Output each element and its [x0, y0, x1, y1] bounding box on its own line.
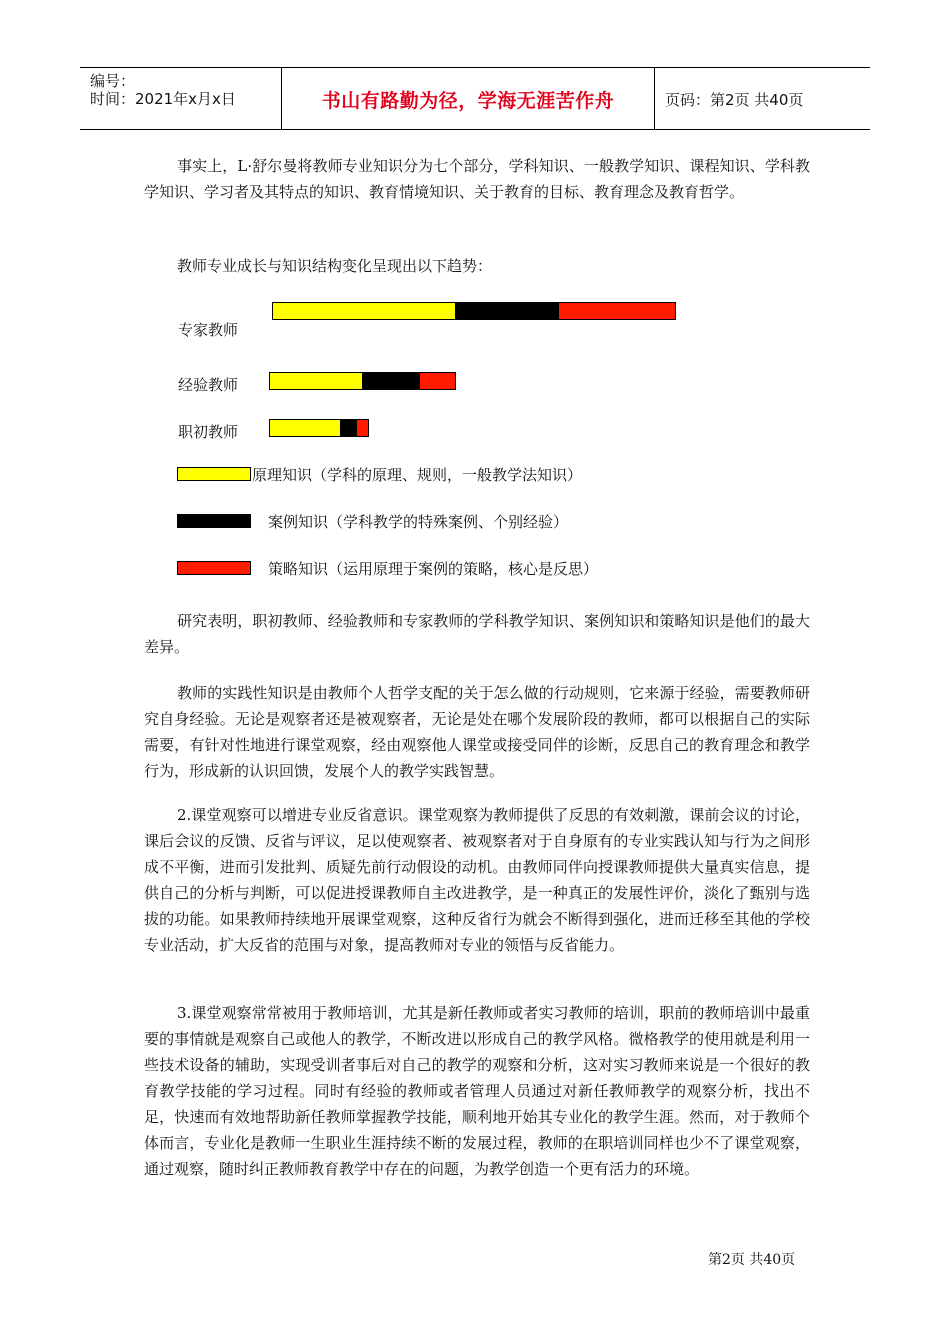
paragraph-4-text: 教师的实践性知识是由教师个人哲学支配的关于怎么做的行动规则，它来源于经验，需要教师研究自身经验。无论是观察者还是被观察者，无论是处在哪个发展阶段的教师，都可以根据自己的实际需要，有针对性地进行课堂观察，经由观察他人课堂或接受同伴的诊断，反思自己的教育理念和教学行为，形成新的认识回馈，发展个人的教学实践智慧。 — [144, 684, 810, 780]
chart-bar-principle-segment — [270, 420, 340, 436]
legend-swatch-strategy — [177, 561, 251, 575]
chart-bar-novice — [269, 419, 369, 437]
paragraph-3 — [144, 608, 810, 660]
legend-label-strategy: 策略知识（运用原理于案例的策略，核心是反思） — [268, 560, 599, 578]
paragraph-3-text: 研究表明，职初教师、经验教师和专家教师的学科教学知识、案例知识和策略知识是他们的最大差异。 — [144, 612, 810, 656]
chart-bar-strategy-segment — [420, 373, 455, 389]
chart-bar-expert — [272, 302, 676, 320]
paragraph-2-text: 教师专业成长与知识结构变化呈现出以下趋势： — [177, 257, 493, 275]
chart-bar-experienced — [269, 372, 456, 390]
chart-category-label: 职初教师 — [178, 423, 239, 441]
paragraph-5 — [144, 802, 810, 958]
chart-bar-strategy-segment — [357, 420, 368, 436]
paragraph-1 — [144, 153, 810, 205]
chart-bar-case-segment — [455, 303, 559, 319]
chart-bar-principle-segment — [270, 373, 362, 389]
chart-bar-case-segment — [340, 420, 357, 436]
chart-category-label: 经验教师 — [178, 376, 239, 394]
document-id-label: 编号： — [90, 72, 136, 90]
page-header — [80, 67, 870, 130]
header-meta-cell — [80, 68, 282, 129]
chart-bar-strategy-segment — [559, 303, 675, 319]
paragraph-6-text: 3.课堂观察常常被用于教师培训，尤其是新任教师或者实习教师的培训，职前的教师培训中最重要的事情就是观察自己或他人的教学，不断改进以形成自己的教学风格。微格教学的使用就是利用一些技术设备的辅助，实现受训者事后对自己的教学的观察和分析，这对实习教师来说是一个很好的教育教学技能的学习过程。同时有经验的教师或者管理人员通过对新任教师教学的观察分析，找出不足，快速而有效地帮助新任教师掌握教学技能，顺利地开始其专业化的教学生涯。然而，对于教师个体而言，专业化是教师一生职业生涯持续不断的发展过程，教师的在职培训同样也少不了课堂观察，通过观察，随时纠正教师教育教学中存在的问题，为教学创造一个更有活力的环境。 — [144, 1004, 810, 1178]
paragraph-6 — [144, 1000, 810, 1182]
page-footer-number: 第2页 共40页 — [708, 1252, 796, 1268]
paragraph-1-text: 事实上，L·舒尔曼将教师专业知识分为七个部分，学科知识、一般教学知识、课程知识、学科教学知识、学习者及其特点的知识、教育情境知识、关于教育的目标、教育理念及教育哲学。 — [144, 157, 810, 201]
paragraph-4 — [144, 680, 810, 784]
legend-swatch-case — [177, 514, 251, 528]
header-page-cell — [655, 68, 870, 129]
header-motto: 书山有路勤为径，学海无涯苦作舟 — [321, 90, 615, 112]
chart-bar-principle-segment — [273, 303, 455, 319]
paragraph-5-text: 2.课堂观察可以增进专业反省意识。课堂观察为教师提供了反思的有效刺激，课前会议的讨论，课后会议的反馈、反省与评议，足以使观察者、被观察者对于自身原有的专业实践认知与行为之间形成不平衡，进而引发批判、质疑先前行动假设的动机。由教师同伴向授课教师提供大量真实信息，提供自己的分析与判断，可以促进授课教师自主改进教学，是一种真正的发展性评价，淡化了甄别与选拔的功能。如果教师持续地开展课堂观察，这种反省行为就会不断得到强化，进而迁移至其他的学校专业活动，扩大反省的范围与对象，提高教师对专业的领悟与反省能力。 — [144, 806, 810, 954]
header-motto-cell — [282, 68, 655, 129]
legend-label-principle: 原理知识（学科的原理、规则，一般教学法知识） — [252, 466, 583, 484]
paragraph-2 — [144, 253, 810, 279]
legend-label-case: 案例知识（学科教学的特殊案例、个别经验） — [268, 513, 569, 531]
chart-category-label: 专家教师 — [178, 321, 239, 339]
document-time-label: 时间：2021年x月x日 — [90, 90, 236, 108]
header-page-number: 页码：第2页 共40页 — [665, 91, 804, 109]
legend-swatch-principle — [177, 467, 251, 481]
chart-bar-case-segment — [362, 373, 420, 389]
